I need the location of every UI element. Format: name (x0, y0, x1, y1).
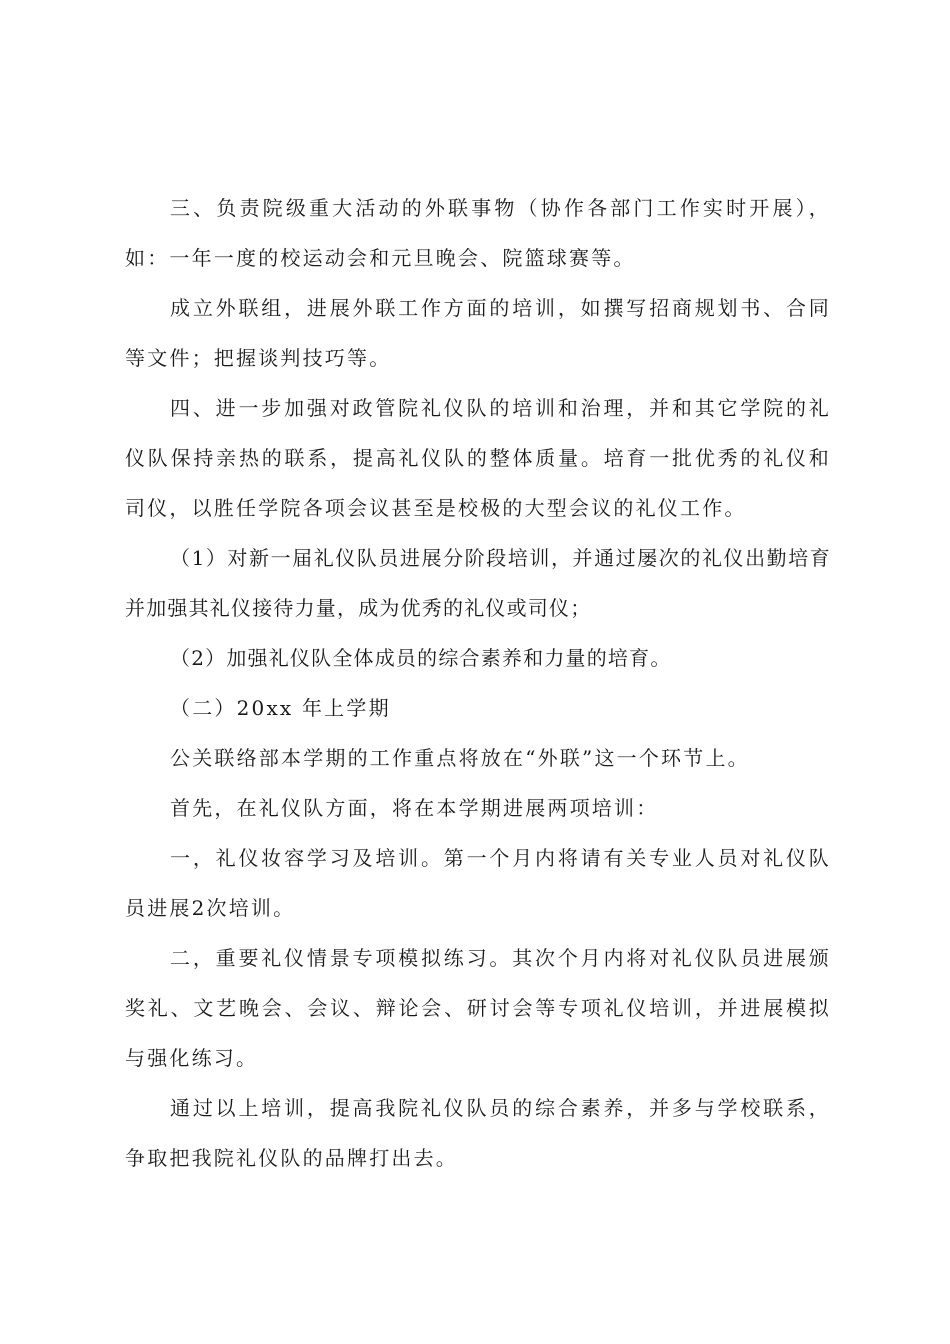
paragraph-conclusion: 通过以上培训，提高我院礼仪队员的综合素养，并多与学校联系，争取把我院礼仪队的品牌打出去。 (125, 1096, 831, 1170)
paragraph-activities: 三、负责院级重大活动的外联事物（协作各部门工作实时开展），如：一年一度的校运动会和元旦晚会、院篮球赛等。 (125, 196, 831, 270)
paragraph-training-1: （1）对新一届礼仪队员进展分阶段培训，并通过屡次的礼仪出勤培育并加强其礼仪接待力量，成为优秀的礼仪或司仪； (125, 546, 831, 620)
paragraph-focus: 公关联络部本学期的工作重点将放在“外联”这一个环节上。 (170, 746, 750, 770)
paragraph-outreach-group: 成立外联组，进展外联工作方面的培训，如撰写招商规划书、合同等文件；把握谈判技巧等。 (125, 296, 831, 370)
paragraph-etiquette-team: 四、进一步加强对政管院礼仪队的培训和治理，并和其它学院的礼仪队保持亲热的联系，提高礼仪队的整体质量。培育一批优秀的礼仪和司仪，以胜任学院各项会议甚至是校极的大型会议的礼仪工作。 (125, 396, 831, 520)
document-body (125, 183, 831, 1183)
paragraph-makeup-training: 一，礼仪妆容学习及培训。第一个月内将请有关专业人员对礼仪队员进展2次培训。 (125, 846, 831, 920)
paragraph-training-2: （2）加强礼仪队全体成员的综合素养和力量的培育。 (170, 646, 672, 670)
paragraph-scenario-practice: 二，重要礼仪情景专项模拟练习。其次个月内将对礼仪队员进展颁奖礼、文艺晚会、会议、辩论会、研讨会等专项礼仪培训，并进展模拟与强化练习。 (125, 946, 831, 1070)
paragraph-semester-heading: （二）20xx 年上学期 (170, 696, 391, 720)
paragraph-first: 首先，在礼仪队方面，将在本学期进展两项培训： (170, 796, 659, 820)
